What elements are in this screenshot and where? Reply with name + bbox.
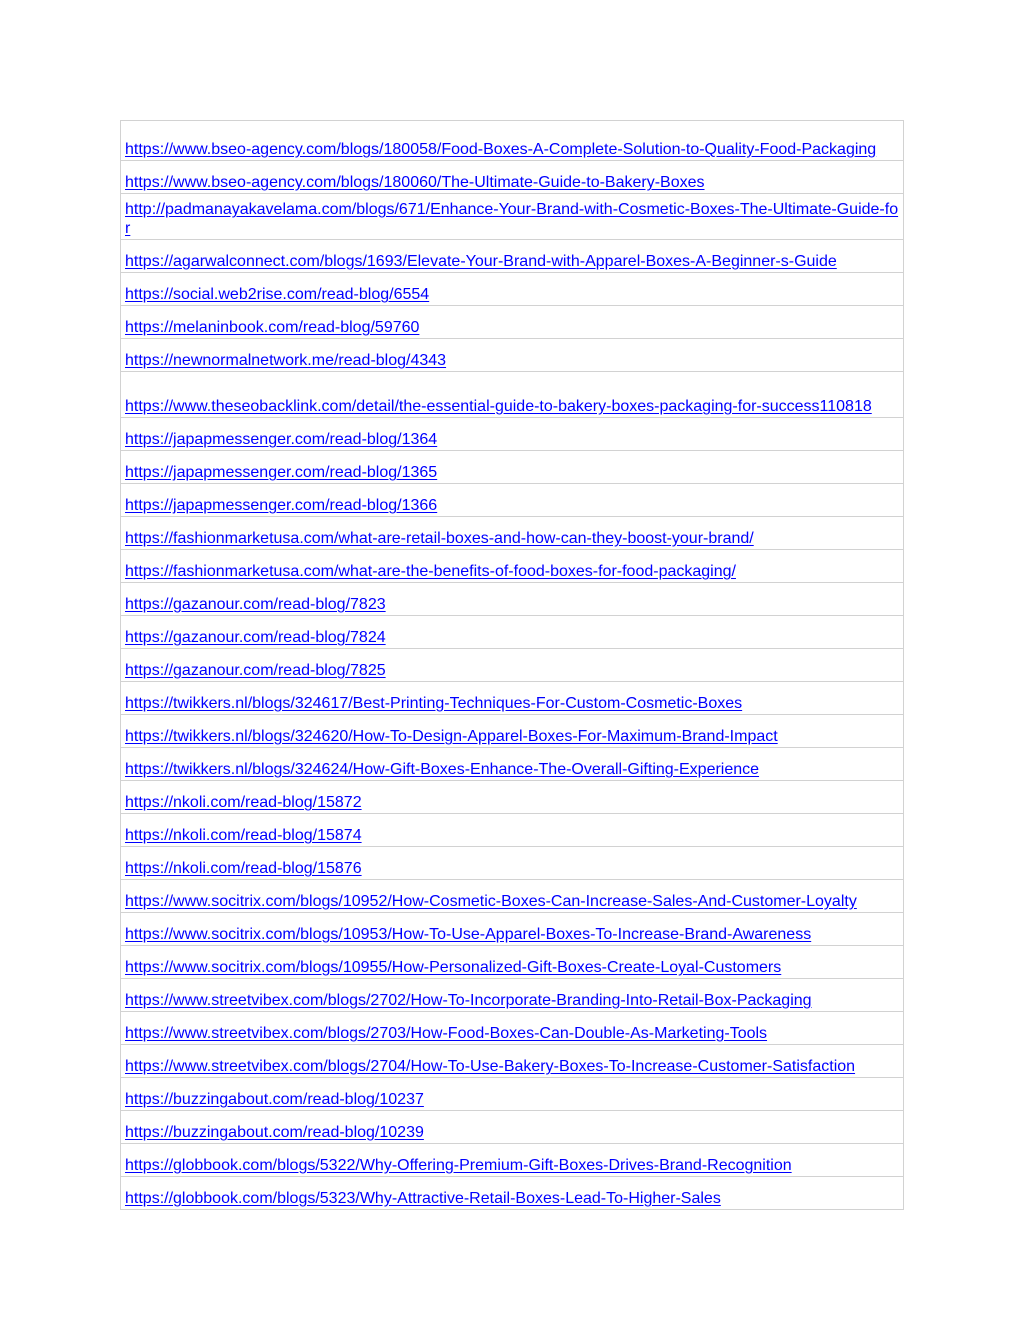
blog-link[interactable]: https://fashionmarketusa.com/what-are-the-benefits-of-food-boxes-for-food-packaging/ xyxy=(125,563,736,580)
link-cell xyxy=(121,1045,904,1078)
link-cell xyxy=(121,1078,904,1111)
blog-link[interactable]: https://nkoli.com/read-blog/15876 xyxy=(125,860,362,877)
link-cell xyxy=(121,1177,904,1210)
table-row xyxy=(121,372,904,418)
link-cell xyxy=(121,451,904,484)
link-cell xyxy=(121,715,904,748)
link-cell xyxy=(121,339,904,372)
blog-link[interactable]: https://twikkers.nl/blogs/324624/How-Gift-Boxes-Enhance-The-Overall-Gifting-Experience xyxy=(125,761,760,778)
link-cell xyxy=(121,946,904,979)
link-cell xyxy=(121,240,904,273)
blog-link[interactable]: https://nkoli.com/read-blog/15872 xyxy=(125,794,362,811)
blog-link[interactable]: https://japapmessenger.com/read-blog/1366 xyxy=(125,497,438,514)
link-cell xyxy=(121,649,904,682)
table-row xyxy=(121,161,904,194)
blog-link[interactable]: https://melaninbook.com/read-blog/59760 xyxy=(125,319,420,336)
link-cell xyxy=(121,517,904,550)
table-row xyxy=(121,583,904,616)
table-row xyxy=(121,1177,904,1210)
blog-link[interactable]: https://www.theseobacklink.com/detail/the-essential-guide-to-bakery-boxes-packaging-for-success110818 xyxy=(125,398,872,415)
blog-link[interactable]: https://fashionmarketusa.com/what-are-retail-boxes-and-how-can-they-boost-your-brand/ xyxy=(125,530,754,547)
table-row xyxy=(121,1012,904,1045)
table-row xyxy=(121,880,904,913)
table-row xyxy=(121,517,904,550)
table-row xyxy=(121,913,904,946)
link-table-body xyxy=(121,121,904,1210)
blog-link[interactable]: https://japapmessenger.com/read-blog/1364 xyxy=(125,431,438,448)
table-row xyxy=(121,946,904,979)
table-row xyxy=(121,682,904,715)
table-row xyxy=(121,194,904,240)
link-table xyxy=(120,120,904,1210)
table-row xyxy=(121,418,904,451)
table-row xyxy=(121,273,904,306)
link-cell xyxy=(121,979,904,1012)
table-row xyxy=(121,814,904,847)
link-cell xyxy=(121,880,904,913)
table-row xyxy=(121,240,904,273)
blog-link[interactable]: https://www.bseo-agency.com/blogs/180058/Food-Boxes-A-Complete-Solution-to-Quality-Food-Packaging xyxy=(125,141,877,158)
table-row xyxy=(121,649,904,682)
blog-link[interactable]: https://www.socitrix.com/blogs/10952/How-Cosmetic-Boxes-Can-Increase-Sales-And-Customer-Loyalty xyxy=(125,893,857,910)
table-row xyxy=(121,121,904,161)
link-cell xyxy=(121,1144,904,1177)
blog-link[interactable]: http://padmanayakavelama.com/blogs/671/Enhance-Your-Brand-with-Cosmetic-Boxes-The-Ultimate-Guide-for xyxy=(125,201,899,237)
table-row xyxy=(121,1144,904,1177)
table-row xyxy=(121,616,904,649)
table-row xyxy=(121,1111,904,1144)
blog-link[interactable]: https://globbook.com/blogs/5323/Why-Attractive-Retail-Boxes-Lead-To-Higher-Sales xyxy=(125,1190,721,1207)
blog-link[interactable]: https://globbook.com/blogs/5322/Why-Offering-Premium-Gift-Boxes-Drives-Brand-Recognition xyxy=(125,1157,792,1174)
link-cell xyxy=(121,748,904,781)
table-row xyxy=(121,1045,904,1078)
link-cell xyxy=(121,161,904,194)
link-cell xyxy=(121,306,904,339)
table-row xyxy=(121,550,904,583)
link-cell xyxy=(121,583,904,616)
link-cell xyxy=(121,372,904,418)
blog-link[interactable]: https://gazanour.com/read-blog/7824 xyxy=(125,629,386,646)
blog-link[interactable]: https://www.streetvibex.com/blogs/2702/How-To-Incorporate-Branding-Into-Retail-Box-Packaging xyxy=(125,992,812,1009)
table-row xyxy=(121,484,904,517)
table-row xyxy=(121,847,904,880)
blog-link[interactable]: https://newnormalnetwork.me/read-blog/4343 xyxy=(125,352,447,369)
blog-link[interactable]: https://gazanour.com/read-blog/7825 xyxy=(125,662,386,679)
link-cell xyxy=(121,273,904,306)
link-cell xyxy=(121,913,904,946)
blog-link[interactable]: https://twikkers.nl/blogs/324620/How-To-Design-Apparel-Boxes-For-Maximum-Brand-Impact xyxy=(125,728,778,745)
link-cell xyxy=(121,418,904,451)
table-row xyxy=(121,306,904,339)
blog-link[interactable]: https://japapmessenger.com/read-blog/1365 xyxy=(125,464,438,481)
link-cell xyxy=(121,1012,904,1045)
link-cell xyxy=(121,1111,904,1144)
table-row xyxy=(121,1078,904,1111)
table-row xyxy=(121,339,904,372)
table-row xyxy=(121,748,904,781)
table-row xyxy=(121,979,904,1012)
link-cell xyxy=(121,781,904,814)
blog-link[interactable]: https://www.socitrix.com/blogs/10955/How-Personalized-Gift-Boxes-Create-Loyal-Customers xyxy=(125,959,782,976)
blog-link[interactable]: https://www.bseo-agency.com/blogs/180060/The-Ultimate-Guide-to-Bakery-Boxes xyxy=(125,174,705,191)
table-row xyxy=(121,451,904,484)
blog-link[interactable]: https://twikkers.nl/blogs/324617/Best-Printing-Techniques-For-Custom-Cosmetic-Boxes xyxy=(125,695,743,712)
link-cell xyxy=(121,682,904,715)
link-cell xyxy=(121,194,904,240)
table-row xyxy=(121,781,904,814)
blog-link[interactable]: https://agarwalconnect.com/blogs/1693/Elevate-Your-Brand-with-Apparel-Boxes-A-Beginner-s-Guide xyxy=(125,253,837,270)
blog-link[interactable]: https://www.streetvibex.com/blogs/2703/How-Food-Boxes-Can-Double-As-Marketing-Tools xyxy=(125,1025,768,1042)
link-cell xyxy=(121,616,904,649)
blog-link[interactable]: https://www.socitrix.com/blogs/10953/How-To-Use-Apparel-Boxes-To-Increase-Brand-Awareness xyxy=(125,926,812,943)
link-cell xyxy=(121,484,904,517)
link-cell xyxy=(121,847,904,880)
blog-link[interactable]: https://buzzingabout.com/read-blog/10239 xyxy=(125,1124,424,1141)
link-cell xyxy=(121,121,904,161)
link-cell xyxy=(121,550,904,583)
blog-link[interactable]: https://social.web2rise.com/read-blog/6554 xyxy=(125,286,430,303)
table-row xyxy=(121,715,904,748)
blog-link[interactable]: https://buzzingabout.com/read-blog/10237 xyxy=(125,1091,424,1108)
blog-link[interactable]: https://nkoli.com/read-blog/15874 xyxy=(125,827,362,844)
blog-link[interactable]: https://gazanour.com/read-blog/7823 xyxy=(125,596,386,613)
link-cell xyxy=(121,814,904,847)
blog-link[interactable]: https://www.streetvibex.com/blogs/2704/How-To-Use-Bakery-Boxes-To-Increase-Customer-Satisfaction xyxy=(125,1058,856,1075)
